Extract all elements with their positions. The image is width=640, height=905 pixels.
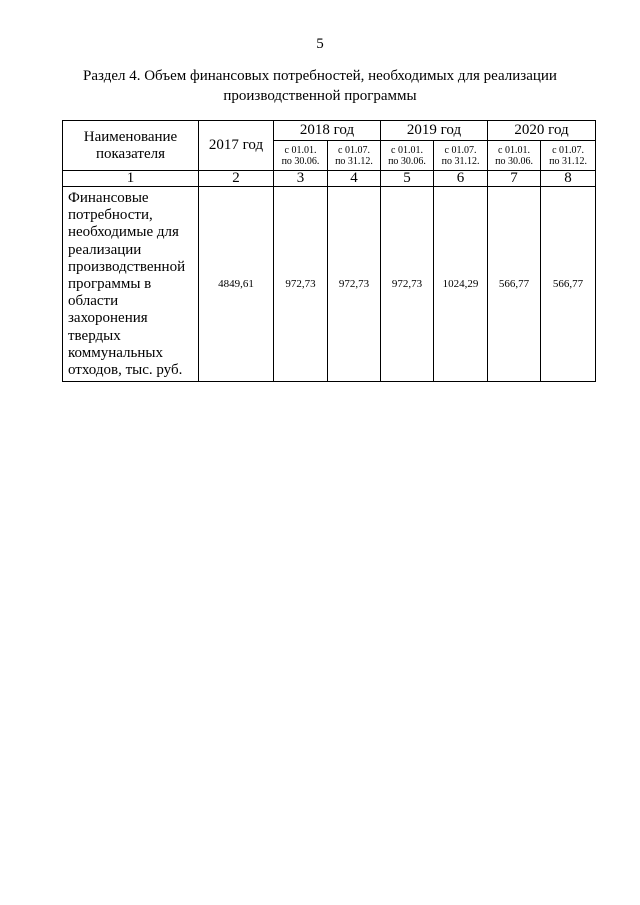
value-2019-h1: 972,73: [381, 187, 434, 382]
column-number: 8: [541, 171, 596, 187]
header-row-years: [63, 121, 596, 141]
period-2018-h2: [328, 141, 381, 171]
value-2018-h1: 972,73: [274, 187, 328, 382]
period-2018-h1: [274, 141, 328, 171]
period-from: с 01.07.: [338, 144, 370, 156]
year-2017-header: 2017 год: [199, 121, 274, 171]
period-from: с 01.01.: [498, 144, 530, 156]
value-2017: 4849,61: [199, 187, 274, 382]
section-title-line-1: Раздел 4. Объем финансовых потребностей, необходимых для реализации: [83, 68, 557, 84]
column-number: 7: [488, 171, 541, 187]
section-title: [0, 66, 640, 106]
table-body: [63, 171, 596, 382]
column-number: 3: [274, 171, 328, 187]
section-title-line-2: производственной программы: [223, 88, 417, 104]
value-2019-h2: 1024,29: [434, 187, 488, 382]
period-to: по 30.06.: [281, 155, 320, 167]
table-row: [63, 187, 596, 382]
year-2019-header: 2019 год: [381, 121, 488, 141]
period-2019-h2: [434, 141, 488, 171]
period-to: по 31.12.: [335, 155, 373, 167]
value-2018-h2: 972,73: [328, 187, 381, 382]
column-number-row: [63, 171, 596, 187]
period-from: с 01.07.: [552, 144, 585, 156]
column-number: 4: [328, 171, 381, 187]
financial-needs-table: [62, 120, 596, 382]
column-number: 5: [381, 171, 434, 187]
period-2019-h1: [381, 141, 434, 171]
period-to: по 31.12.: [549, 155, 587, 167]
indicator-name-header: Наименование показателя: [63, 121, 199, 171]
period-to: по 30.06.: [495, 155, 533, 167]
period-2020-h1: [488, 141, 541, 171]
period-2020-h2: [541, 141, 596, 171]
period-from: с 01.01.: [391, 144, 423, 156]
year-2018-header: 2018 год: [274, 121, 381, 141]
period-from: с 01.01.: [284, 144, 317, 156]
value-2020-h1: 566,77: [488, 187, 541, 382]
indicator-cell: Финансовые потребности, необходимые для реализации производственной программы в области захоронения твердых коммунальных отходов, тыс. руб.: [63, 187, 199, 382]
page-number: 5: [316, 36, 324, 52]
value-2020-h2: 566,77: [541, 187, 596, 382]
column-number: 1: [63, 171, 199, 187]
period-to: по 31.12.: [441, 155, 480, 167]
column-number: 2: [199, 171, 274, 187]
table-header: [63, 121, 596, 171]
period-to: по 30.06.: [388, 155, 426, 167]
period-from: с 01.07.: [444, 144, 477, 156]
year-2020-header: 2020 год: [488, 121, 596, 141]
column-number: 6: [434, 171, 488, 187]
